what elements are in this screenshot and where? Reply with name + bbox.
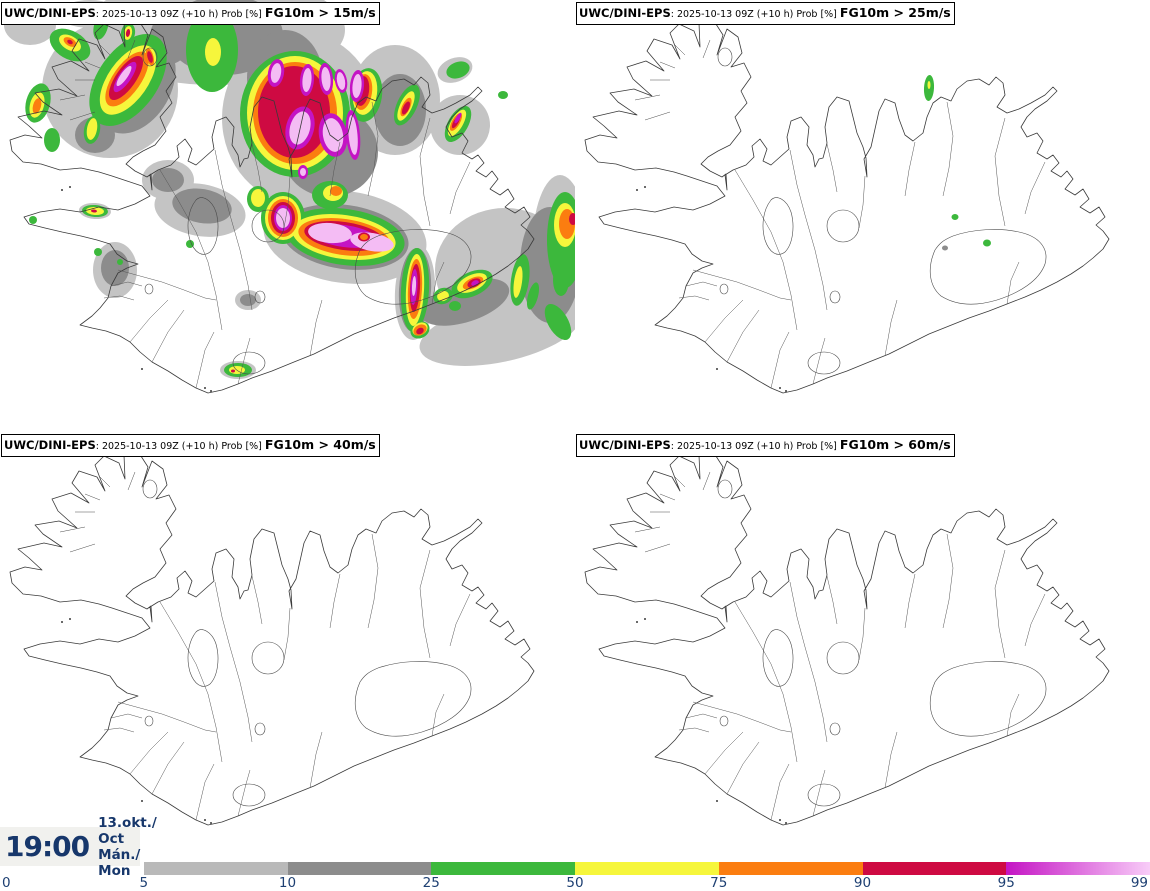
colorbar-segment-90-95 [863, 862, 1007, 875]
map-fg60 [575, 432, 1150, 864]
island-dots [61, 439, 283, 824]
shade-blob-orange [330, 186, 342, 196]
shade-blob-dgray [240, 294, 256, 306]
panel-prob-fg15 [0, 0, 575, 432]
fjord-lines [635, 472, 710, 552]
shade-blob-green [449, 301, 461, 311]
colorbar-segment-50-75 [575, 862, 719, 875]
coastline [10, 453, 534, 825]
shade-blob-pink [300, 168, 306, 176]
valid-time-label: 19:00 [5, 830, 90, 863]
fjord-lines [60, 472, 135, 552]
run-info-label: : 2025-10-13 09Z (+10 h) Prob [%] [670, 441, 840, 452]
map-fg15 [0, 0, 575, 432]
colorbar-tick-90: 90 [853, 875, 872, 891]
panel-prob-fg60 [575, 432, 1150, 864]
panel-prob-fg40 [0, 432, 575, 864]
run-info-label: : 2025-10-13 09Z (+10 h) Prob [%] [95, 9, 265, 20]
probability-shading-layer [4, 0, 575, 379]
glacier-outlines [718, 48, 1046, 374]
panel-title-fg40 [1, 434, 380, 457]
shade-blob-dgray [101, 250, 129, 286]
coastline [585, 453, 1109, 825]
panel-title-fg60 [576, 434, 955, 457]
colorbar-tick-10: 10 [278, 875, 297, 891]
colorbar-segment-25-50 [431, 862, 575, 875]
glacier-outlines [143, 480, 471, 806]
glacier-outlines [718, 480, 1046, 806]
model-label: UWC/DINI-EPS [579, 438, 671, 452]
colorbar-tick-99: 99 [1130, 875, 1148, 891]
parameter-label: FG10m > 40m/s [264, 437, 376, 452]
colorbar-segment-5-10 [144, 862, 288, 875]
fjord-lines [635, 40, 710, 120]
map-fg40 [0, 432, 575, 864]
colorbar-tick-95: 95 [997, 875, 1015, 891]
shade-blob-yellow [928, 81, 931, 89]
panel-title-fg25 [576, 2, 955, 25]
colorbar-tick-25: 25 [422, 875, 440, 891]
colorbar-tick-0: 0 [2, 875, 11, 891]
shade-blob-yellow [205, 38, 221, 66]
model-label: UWC/DINI-EPS [4, 438, 96, 452]
model-label: UWC/DINI-EPS [579, 6, 671, 20]
colorbar-segment-75-90 [719, 862, 863, 875]
coastline [585, 21, 1109, 393]
shade-blob-green [498, 91, 508, 99]
model-label: UWC/DINI-EPS [4, 6, 96, 20]
shade-blob-green [983, 240, 991, 247]
iceland-basemap-layer [585, 7, 1109, 393]
probability-colorbar [0, 862, 1150, 875]
shade-blob-dgray [152, 168, 184, 192]
colorbar-tick-labels [0, 875, 1150, 891]
valid-day-label: Mán./ Mon [98, 846, 141, 879]
shade-blob-orange [360, 234, 368, 240]
shade-blob-green [29, 216, 37, 224]
shade-blob-pink [276, 208, 290, 228]
panel-title-fg15 [1, 2, 380, 25]
run-info-label: : 2025-10-13 09Z (+10 h) Prob [%] [95, 441, 265, 452]
shade-blob-green [44, 128, 60, 152]
map-fg25 [575, 0, 1150, 432]
shade-blob-red [231, 370, 235, 373]
island-dots [636, 7, 858, 392]
shade-blob-green [117, 259, 123, 265]
colorbar-tick-5: 5 [139, 875, 149, 891]
shade-blob-yellow [251, 189, 265, 207]
probability-shading-layer [923, 75, 991, 251]
iceland-basemap-layer [10, 439, 534, 825]
parameter-label: FG10m > 25m/s [839, 5, 951, 20]
iceland-basemap-layer [585, 439, 1109, 825]
panel-prob-fg25 [575, 0, 1150, 432]
shade-blob-green [952, 214, 959, 220]
valid-time-box [0, 814, 157, 879]
valid-date-label: 13.okt./ Oct [98, 814, 157, 847]
island-dots [636, 439, 858, 824]
shade-blob-dgray [942, 246, 948, 251]
colorbar-tick-75: 75 [710, 875, 728, 891]
parameter-label: FG10m > 60m/s [839, 437, 951, 452]
colorbar-segment-95-99 [1006, 862, 1150, 875]
shade-blob-green [553, 264, 569, 296]
run-info-label: : 2025-10-13 09Z (+10 h) Prob [%] [670, 9, 840, 20]
valid-date-column [98, 815, 157, 879]
colorbar-tick-50: 50 [566, 875, 584, 891]
parameter-label: FG10m > 15m/s [264, 5, 376, 20]
colorbar-segment-10-25 [288, 862, 432, 875]
shade-blob-green [94, 248, 102, 256]
